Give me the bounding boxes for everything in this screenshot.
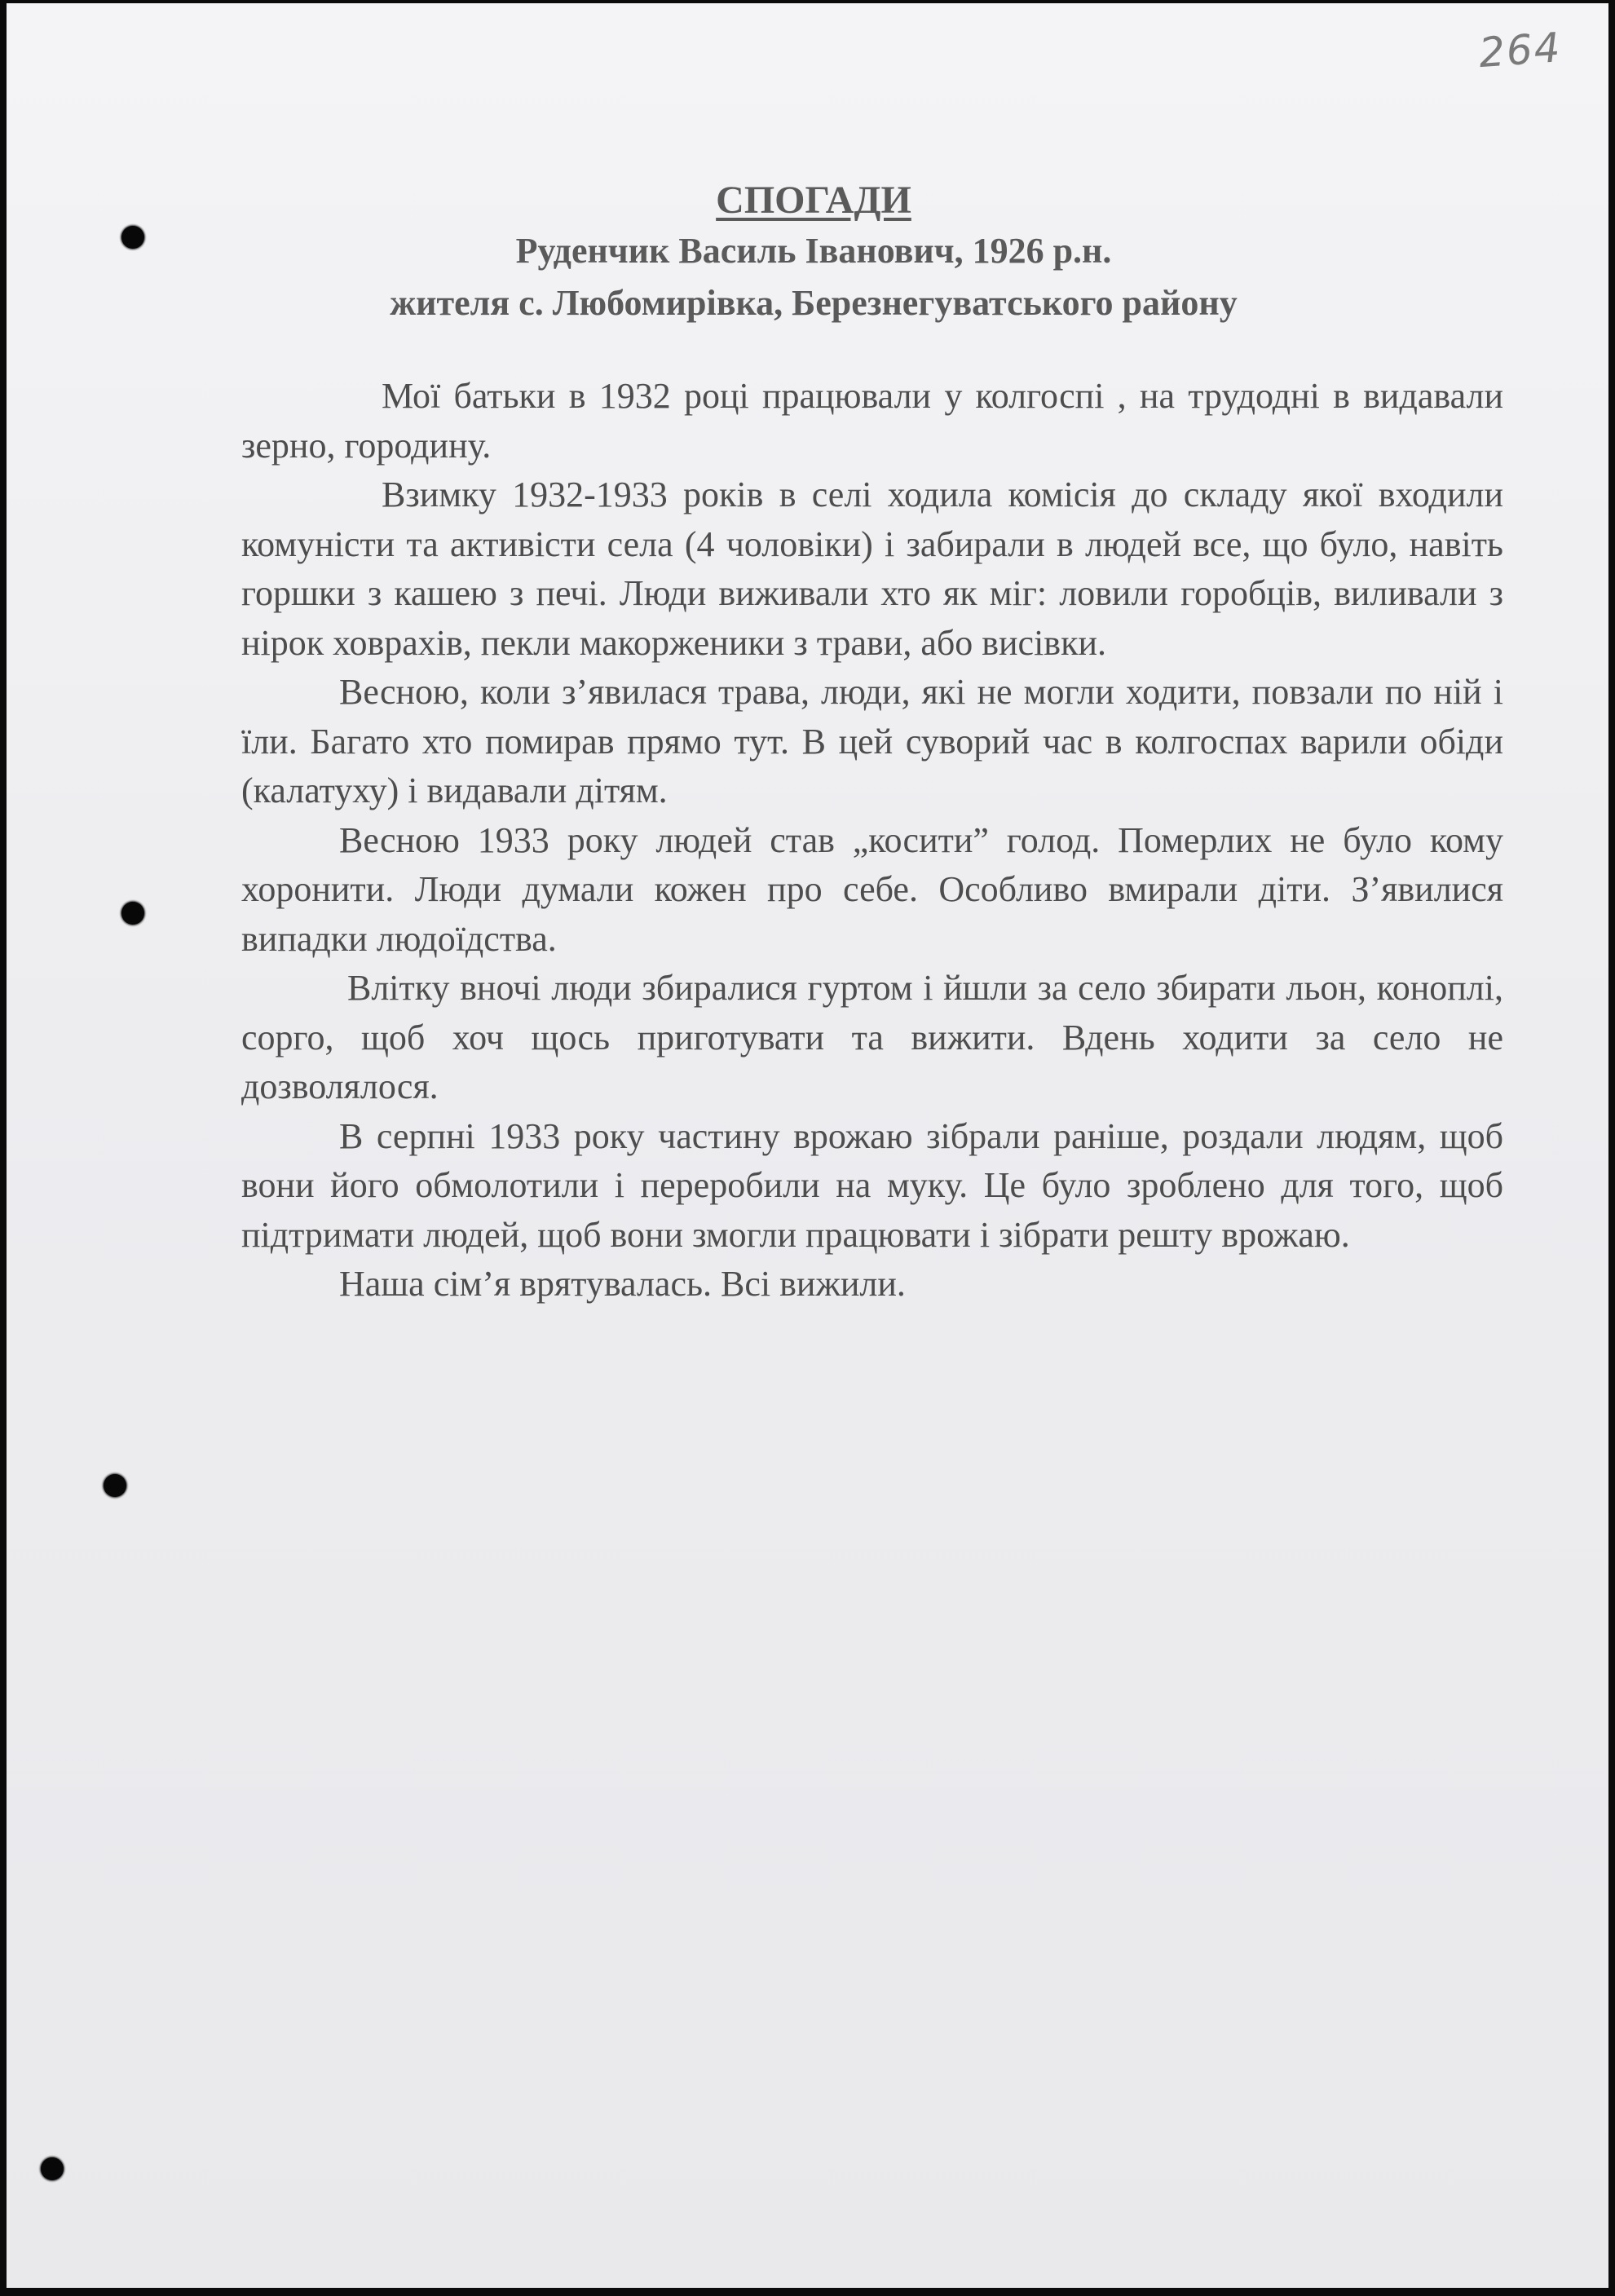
handwritten-page-number: 264: [1477, 24, 1564, 77]
punch-hole-2: [121, 902, 144, 925]
document-page: [7, 3, 1608, 2288]
paragraph-3: Весною, коли з’явилася трава, люди, які не могли ходити, повзали по ній і їли. Багато хто помирав прямо тут. В цей суворий час в колгоспах варили обіди (калатуху) і видавали дітям.: [241, 672, 1503, 810]
document-title: СПОГАДИ: [716, 179, 911, 222]
paragraph-7: Наша сім’я врятувалась. Всі вижили.: [339, 1264, 906, 1304]
testimony-body: [241, 372, 1503, 1309]
punch-hole-1: [121, 226, 144, 249]
punch-hole-3: [104, 1474, 126, 1497]
paragraph-1: Мої батьки в 1932 році працювали у колгоспі , на трудодні в видавали зерно, городину.: [241, 376, 1503, 466]
author-name: Руденчик Василь Іванович, 1926 р.н.: [515, 231, 1112, 271]
paragraph-2: Взимку 1932-1933 років в селі ходила комісія до складу якої входили комуністи та активісти села (4 чоловіки) і забирали в людей все, що було, навіть горшки з кашею з печі. Люди виживали хто як міг: ловили горобців, виливали з нірок ховрахів, пекли макорженики з трави, або висівки.: [241, 475, 1503, 663]
author-residence: жителя с. Любомирівка, Березнегуватського району: [390, 283, 1238, 323]
paragraph-6: В серпні 1933 року частину врожаю зібрали раніше, роздали людям, щоб вони його обмолотили і переробили на муку. Це було зроблено для того, щоб підтримати людей, щоб вони змогли працювати і зібрати решту врожаю.: [241, 1115, 1503, 1255]
paragraph-4: Весною 1933 року людей став „косити” голод. Померлих не було кому хоронити. Люди думали кожен про себе. Особливо вмирали діти. З’явилися випадки людоїдства.: [241, 819, 1503, 959]
paragraph-5: Влітку вночі люди збиралися гуртом і йшли за село збирати льон, коноплі, сорго, щоб хоч щось приготувати та вижити. Вдень ходити за село не дозволялося.: [241, 968, 1503, 1106]
punch-hole-4: [41, 2157, 64, 2180]
